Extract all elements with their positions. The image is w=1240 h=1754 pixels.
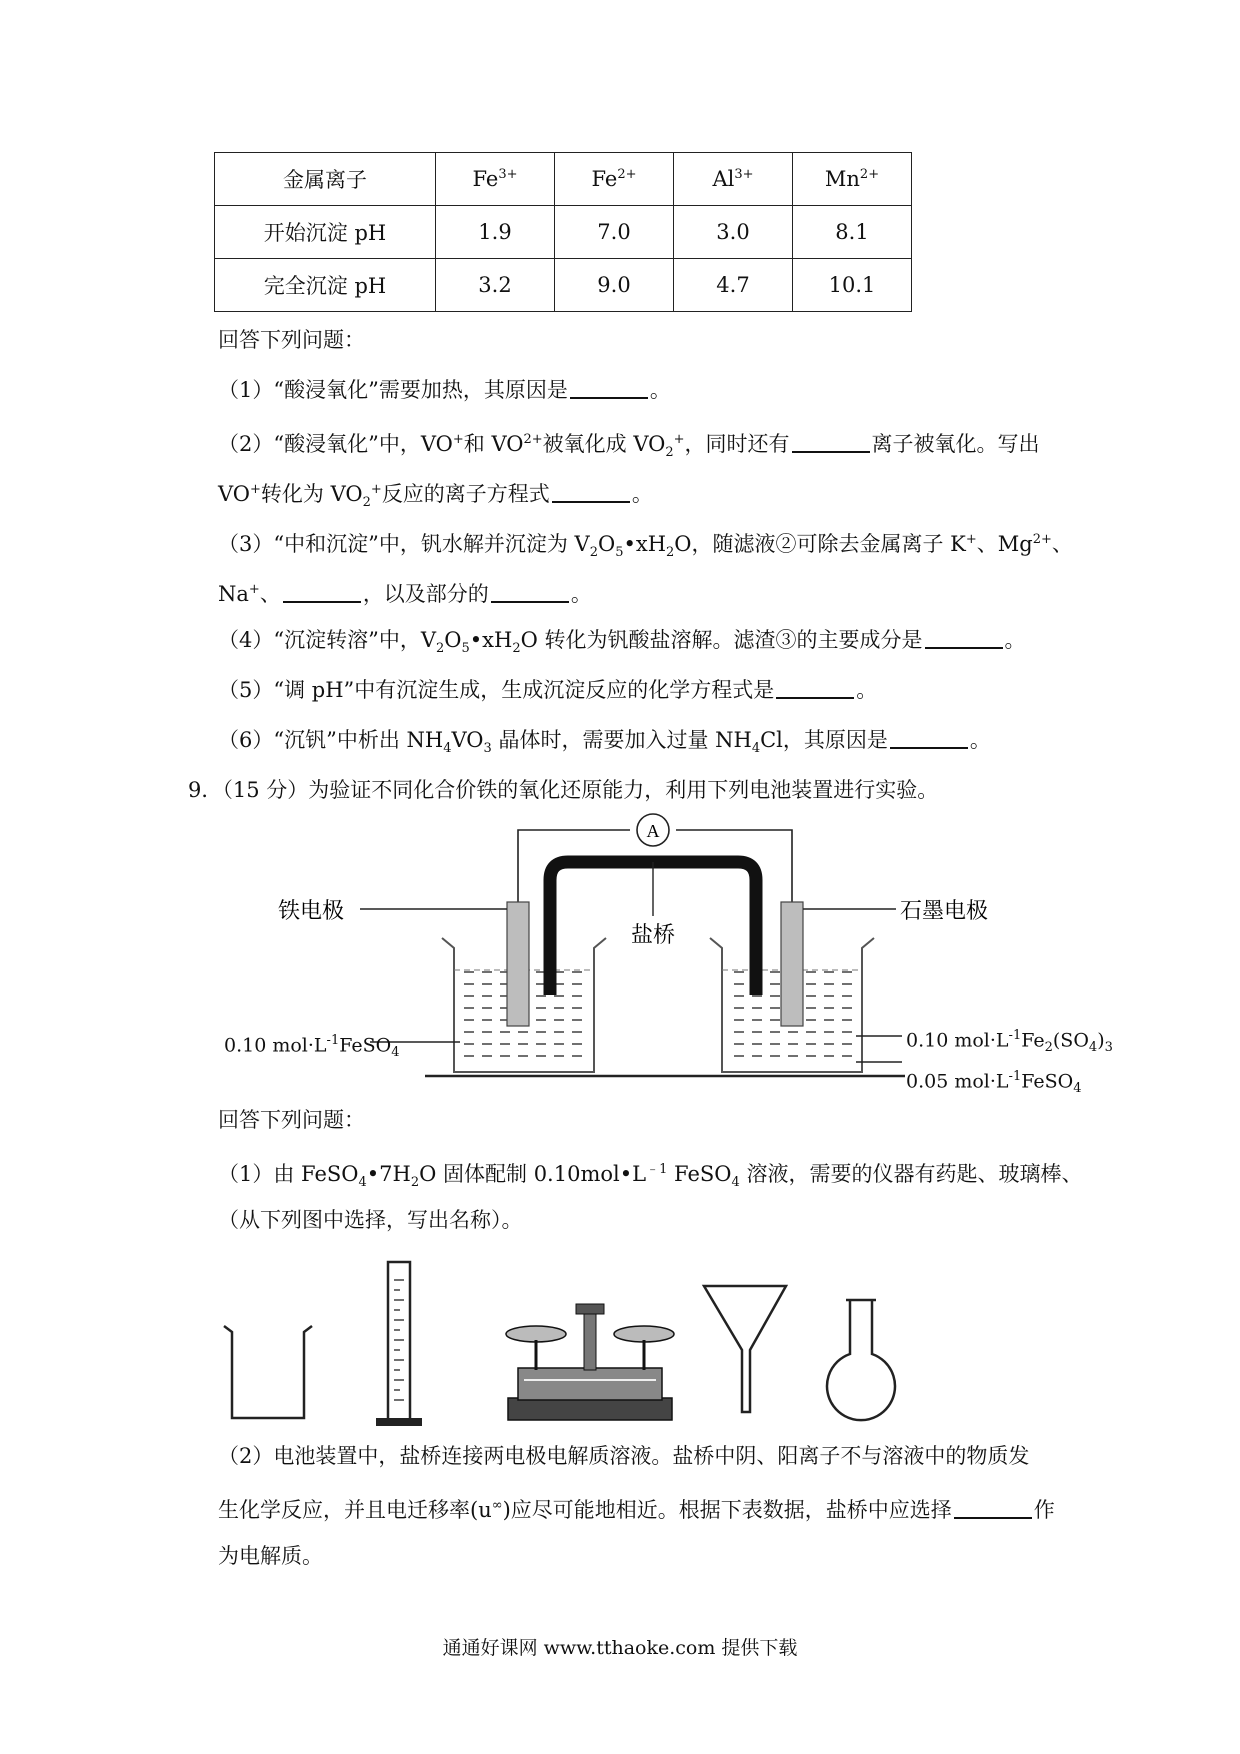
table-cell: 1.9	[436, 206, 555, 259]
answer-blank[interactable]	[552, 481, 630, 503]
table-header-cell: $Fe^{2+}$	[555, 153, 674, 206]
beaker-icon	[224, 1326, 312, 1418]
page-footer: 通通好课网 www.tthaoke.com 提供下载	[442, 1637, 798, 1659]
q8-4: （4）“沉淀转溶”中，$V_2O_5•xH_2O$ 转化为钒酸盐溶解。滤渣③的主要成分是 。	[218, 628, 1026, 657]
question9-title: 9．（15 分）为验证不同化合价铁的氧化还原能力，利用下列电池装置进行实验。	[188, 778, 939, 802]
table-cell: 3.0	[674, 206, 793, 259]
table-header-cell: $Mn^{2+}$	[793, 153, 912, 206]
table-cell: 7.0	[555, 206, 674, 259]
round-bottom-flask-icon	[827, 1300, 895, 1420]
q9-1-line1: （1）由 $FeSO_4•7H_2O$ 固体配制 $0.10mol•L^{﹣1}$ FeSO$_4$ 溶液，需要的仪器有药匙、玻璃棒、	[218, 1162, 1083, 1191]
table-header-cell: 金属离子	[215, 153, 436, 206]
funnel-icon	[704, 1286, 786, 1412]
graphite-electrode	[781, 902, 803, 1026]
left-solution-label: 0.10 $mol\cdot L^{-1}FeSO_4$	[224, 1033, 400, 1061]
table-header-cell: $Fe^{3+}$	[436, 153, 555, 206]
table-row	[215, 259, 912, 312]
graduated-cylinder-icon	[376, 1262, 422, 1426]
q9-2-line2: 生化学反应，并且电迁移率(u∞)应尽可能地相近。根据下表数据，盐桥中应选择 作	[218, 1498, 1055, 1522]
answer-blank[interactable]	[570, 377, 648, 399]
answer-blank[interactable]	[283, 581, 361, 603]
graphite-electrode-label: 石墨电极	[900, 899, 989, 924]
metal-ion-ph-table	[214, 152, 912, 312]
table-cell: 3.2	[436, 259, 555, 312]
table-row-label: 完全沉淀 pH	[215, 259, 436, 312]
q8-2-line1: （2）“酸浸氧化”中，VO+和 $VO^{2+}$被氧化成 $VO_2^+$，同时还有 离子被氧化。写出	[218, 432, 1040, 461]
wire-left	[518, 830, 630, 965]
q8-3-line2: Na+、 ，以及部分的 。	[218, 582, 592, 606]
table-header-row	[215, 153, 912, 206]
iron-electrode	[507, 902, 529, 1026]
answer-blank[interactable]	[925, 627, 1003, 649]
answer-blank[interactable]	[890, 727, 968, 749]
answer-blank[interactable]	[792, 431, 870, 453]
q8-5: （5）“调 pH”中有沉淀生成，生成沉淀反应的化学方程式是 。	[218, 678, 878, 702]
balance-icon	[506, 1304, 674, 1420]
table-row-label: 开始沉淀 pH	[215, 206, 436, 259]
answer-blank[interactable]	[954, 1497, 1032, 1519]
instruments-figure	[218, 1250, 998, 1430]
table-cell: 4.7	[674, 259, 793, 312]
table-cell: 10.1	[793, 259, 912, 312]
ammeter-icon	[637, 814, 669, 846]
q8-2-line2: VO+转化为 $VO_2^+$反应的离子方程式 。	[218, 482, 653, 511]
table-cell: 8.1	[793, 206, 912, 259]
wire-right	[676, 830, 792, 965]
table-cell: 9.0	[555, 259, 674, 312]
answer-blank[interactable]	[776, 677, 854, 699]
q8-3-line1: （3）“中和沉淀”中，钒水解并沉淀为 $V_2O_5•xH_2O$，随滤液②可除去金属离子 K+、$Mg^{2+}$、	[218, 532, 1073, 561]
right-solution-label-2: 0.05 $mol\cdot L^{-1}FeSO_4$	[906, 1069, 1082, 1097]
section8-intro: 回答下列问题：	[218, 328, 365, 352]
q8-1: （1）“酸浸氧化”需要加热，其原因是 。	[218, 378, 671, 402]
q9-1-line2: （从下列图中选择，写出名称）。	[218, 1208, 523, 1232]
salt-bridge-label: 盐桥	[630, 923, 676, 948]
q9-2-line1: （2）电池装置中，盐桥连接两电极电解质溶液。盐桥中阴、阳离子不与溶液中的物质发	[218, 1444, 1030, 1468]
table-row	[215, 206, 912, 259]
right-solution-label-1: 0.10 $mol\cdot L^{-1}Fe_2(SO_4)_3$	[906, 1028, 1113, 1056]
answer-blank[interactable]	[491, 581, 569, 603]
q8-6: （6）“沉钒”中析出 $NH_4VO_3$ 晶体时，需要加入过量 $NH_4Cl$，其原因是 。	[218, 728, 991, 757]
section9-intro: 回答下列问题：	[218, 1108, 365, 1132]
table-header-cell: $Al^{3+}$	[674, 153, 793, 206]
iron-electrode-label: 铁电极	[278, 899, 345, 924]
q9-2-line3: 为电解质。	[218, 1544, 323, 1568]
svg-text:A: A	[646, 821, 660, 841]
